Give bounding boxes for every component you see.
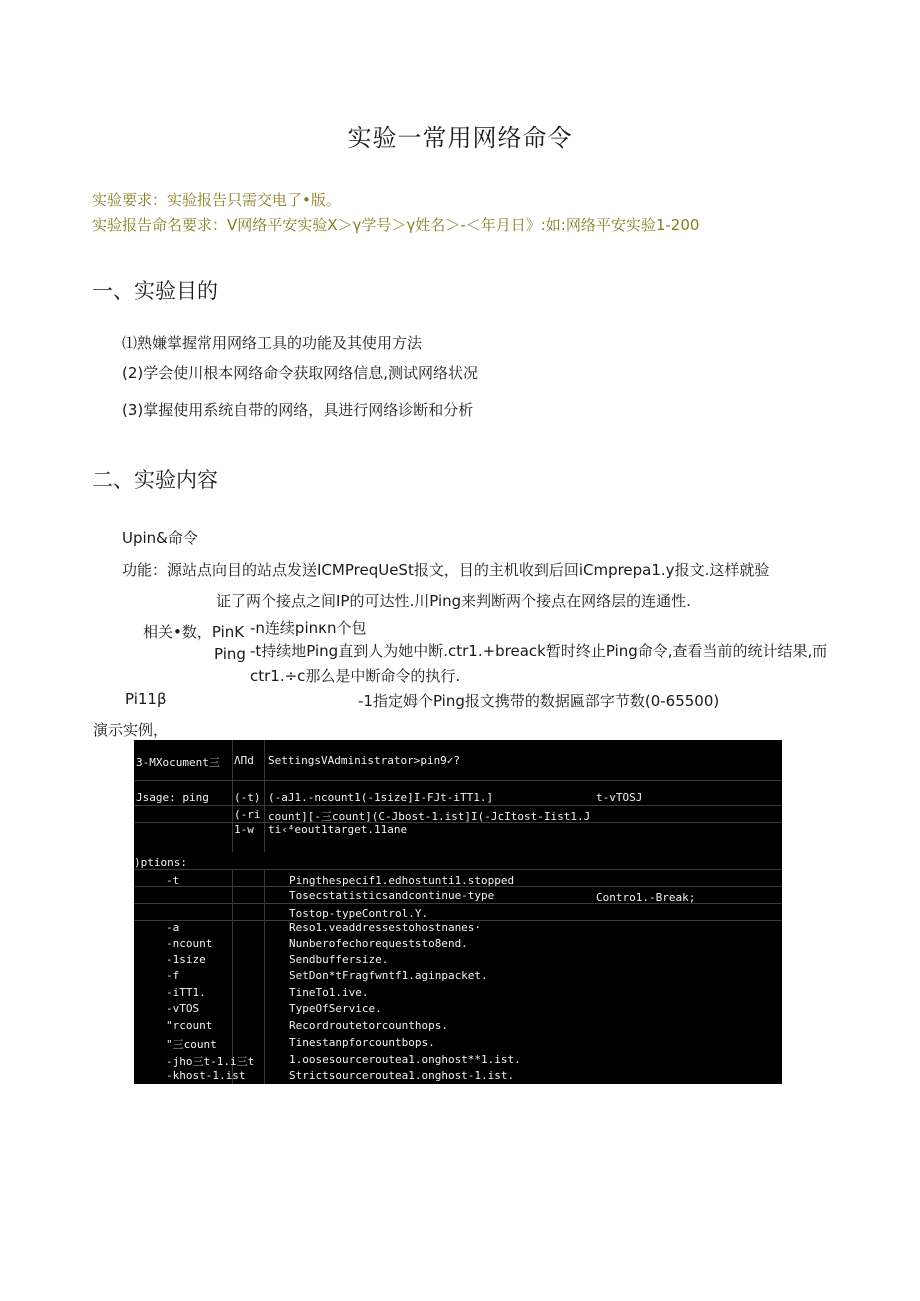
params-label: 相关•数，PinK bbox=[143, 623, 245, 641]
terminal-option: -a bbox=[166, 921, 180, 934]
terminal-usage-text: (-ri bbox=[234, 808, 261, 821]
terminal-usage-text: t-vTOSJ bbox=[596, 791, 643, 804]
section2-heading: 二、实验内容 bbox=[92, 468, 218, 492]
terminal-option: -khost-1.ist bbox=[166, 1069, 246, 1082]
terminal-usage-text: ti‹⁴eout1target.11ane bbox=[268, 823, 408, 836]
function-description-cont: 证了两个接点之间IP的可达性.川Ping来判断两个接点在网络层的连通性. bbox=[216, 592, 691, 610]
param-t: -t持续地Ping直到人为她中断.ctr1.+breack暂时终止Ping命令,查看当前的统计结果,而 bbox=[250, 642, 828, 660]
terminal-prompt-path: 3-MXocument三 bbox=[136, 756, 220, 769]
terminal-option-desc: Pingthespecif1.edhostunti1.stopped bbox=[289, 874, 515, 887]
terminal-prompt-path: ΛΠd bbox=[234, 754, 254, 767]
objective-item: (2)学会使川根本网络命令获取网络信息,测试网络状况 bbox=[122, 364, 479, 382]
objective-item: (3)掌握使用系统自带的网络，具进行网络诊断和分析 bbox=[122, 401, 474, 419]
terminal-option-desc: TypeOfService. bbox=[289, 1002, 382, 1015]
page-title: 实验一常用网络命令 bbox=[347, 124, 573, 152]
terminal-option-desc: Reso1.veaddressestohostnanes· bbox=[289, 921, 482, 934]
terminal-option: -t bbox=[166, 874, 180, 887]
param-n: -n连续pinκn个包 bbox=[250, 619, 367, 637]
section1-heading: 一、实验目的 bbox=[92, 279, 218, 303]
param-l: -1指定姆个Ping报文携带的数据匾部字节数(0-65500) bbox=[358, 692, 720, 710]
terminal-screenshot bbox=[134, 740, 782, 1084]
terminal-option: "rcount bbox=[166, 1019, 213, 1032]
terminal-option-desc: Sendbuffersize. bbox=[289, 953, 389, 966]
terminal-option-desc: 1.oosesourceroutea1.onghost**1.ist. bbox=[289, 1053, 521, 1066]
terminal-option: -f bbox=[166, 969, 180, 982]
terminal-options-label: )ptions: bbox=[134, 856, 187, 869]
terminal-usage-text: (-aJ1.-ncount1(-1size]I-FJt-iTT1.] bbox=[268, 791, 494, 804]
terminal-option: "三count bbox=[166, 1038, 217, 1051]
requirement-line: 实验要求：实验报告只需交电了•版。 bbox=[92, 191, 341, 209]
param-t-cont: ctr1.÷c那么是中断命令的执行. bbox=[250, 667, 461, 685]
terminal-usage-text: 1-w bbox=[234, 823, 254, 836]
terminal-usage-label: Jsage: ping bbox=[136, 791, 209, 804]
terminal-option-desc: Tosecstatisticsandcontinue-type bbox=[289, 889, 495, 902]
terminal-option: -iTT1. bbox=[166, 986, 206, 999]
terminal-option-desc: Tostop-typeControl.Y. bbox=[289, 907, 429, 920]
terminal-option-desc: Strictsourceroutea1.onghost-1.ist. bbox=[289, 1069, 515, 1082]
terminal-option: -vTOS bbox=[166, 1002, 200, 1015]
terminal-option-desc: Nunberofechorequeststo8end. bbox=[289, 937, 468, 950]
pi-label: Pi11β bbox=[125, 690, 167, 708]
terminal-option: -jho三t-1.i三t bbox=[166, 1055, 255, 1068]
terminal-usage-text: (-t) bbox=[234, 791, 261, 804]
terminal-option-desc: Tinestanpforcountbops. bbox=[289, 1036, 435, 1049]
terminal-prompt-command: SettingsVAdministrator>pin9✓? bbox=[268, 754, 461, 767]
params-ping-label: Ping bbox=[214, 645, 246, 663]
objective-item: ⑴熟嫌掌握常用网络工具的功能及其使用方法 bbox=[122, 334, 423, 352]
ping-subheading: Upin&命令 bbox=[122, 529, 198, 547]
terminal-option: -ncount bbox=[166, 937, 213, 950]
terminal-option-desc: Recordroutetorcounthops. bbox=[289, 1019, 448, 1032]
naming-requirement-line: 实验报告命名要求：V网络平安实验X＞γ学号＞γ姓名＞-＜年月日》:如:网络平安实验1-200 bbox=[92, 216, 700, 234]
terminal-usage-text: count][-三count](C-Jbost-1.ist]I(-JcItost-Iist1.J bbox=[268, 810, 591, 823]
terminal-option-desc: SetDon*tFragfwntf1.aginpacket. bbox=[289, 969, 488, 982]
terminal-option: -1size bbox=[166, 953, 206, 966]
terminal-option-desc: TineTo1.ive. bbox=[289, 986, 369, 999]
function-description: 功能：源站点向目的站点发送ICMPreqUeSt报文，目的主机收到后回iCmprepa1.y报文.这样就验 bbox=[122, 561, 770, 579]
demo-label: 演示实例， bbox=[93, 721, 169, 739]
terminal-break-note: Contro1.-Break; bbox=[596, 891, 696, 904]
